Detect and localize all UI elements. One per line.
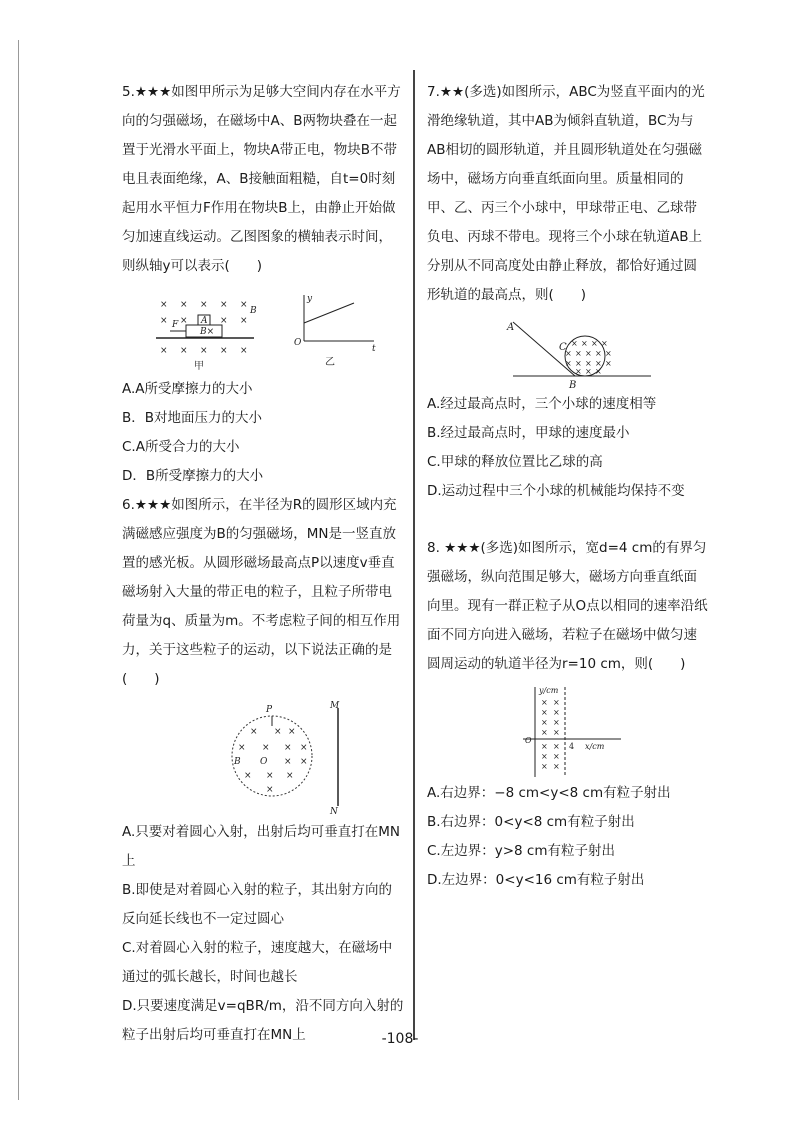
svg-text:×: × bbox=[160, 346, 168, 356]
q8-figure bbox=[513, 685, 623, 779]
svg-text:×: × bbox=[288, 727, 296, 737]
q5-stem: 5.★★★如图甲所示为足够大空间内存在水平方向的匀强磁场，在磁场中A、B两物块叠在一起置于光滑水平面上，物块A带正电，物块B不带电且表面绝缘，A、B接触面粗糙，自t=0时刻起用水平恒力F作用在物块B上，由静止开始做匀加速直线运动。乙图图象的横轴表示时间，则纵轴y可以表示( ) bbox=[122, 84, 401, 274]
q6-option-b: B.即使是对着圆心入射的粒子，其出射方向的反向延长线也不一定过圆心 bbox=[122, 882, 393, 927]
svg-text:B: B bbox=[234, 757, 241, 767]
svg-text:O: O bbox=[294, 338, 302, 348]
svg-text:×: × bbox=[300, 757, 308, 767]
svg-text:×: × bbox=[541, 742, 548, 751]
svg-text:O: O bbox=[525, 736, 532, 745]
q5-option-a: A.A所受摩擦力的大小 bbox=[122, 381, 253, 397]
q7-stem: 7.★★(多选)如图所示，ABC为竖直平面内的光滑绝缘轨道，其中AB为倾斜直轨道，BC为与AB相切的圆形轨道，并且圆形轨道处在匀强磁场中，磁场方向垂直纸面向里。质量相同的甲、乙、丙三个小球中，甲球带正电、乙球带负电、丙球不带电。现将三个小球在轨道AB上分别从不同高度处由静止释放，都恰好通过圆形轨道的最高点，则( ) bbox=[427, 84, 705, 303]
svg-text:×: × bbox=[541, 708, 548, 717]
svg-text:×: × bbox=[565, 349, 572, 358]
svg-text:t: t bbox=[372, 344, 376, 354]
svg-text:O: O bbox=[260, 757, 268, 767]
q7-option-a: A.经过最高点时，三个小球的速度相等 bbox=[427, 396, 657, 412]
svg-text:×: × bbox=[180, 316, 188, 326]
svg-text:×: × bbox=[605, 359, 612, 368]
svg-text:×: × bbox=[565, 359, 572, 368]
svg-text:×: × bbox=[220, 316, 228, 326]
q8-option-b: B.右边界：0<y<8 cm有粒子射出 bbox=[427, 814, 635, 830]
svg-text:×: × bbox=[553, 698, 560, 707]
q5-figure bbox=[142, 293, 382, 375]
svg-text:×: × bbox=[180, 300, 188, 310]
svg-text:×: × bbox=[220, 300, 228, 310]
fig-label-jia: 甲 bbox=[194, 361, 204, 372]
svg-text:×: × bbox=[595, 349, 602, 358]
svg-text:×: × bbox=[553, 742, 560, 751]
q8-option-d: D.左边界：0<y<16 cm有粒子射出 bbox=[427, 872, 645, 888]
svg-text:y/cm: y/cm bbox=[539, 686, 559, 695]
svg-text:×: × bbox=[266, 785, 274, 795]
svg-text:×: × bbox=[240, 300, 248, 310]
svg-text:×: × bbox=[541, 752, 548, 761]
q6-option-d: D.只要速度满足v=qBR/m，沿不同方向入射的粒子出射后均可垂直打在MN上 bbox=[122, 998, 404, 1043]
q5-fig-yi bbox=[294, 294, 376, 368]
svg-text:×: × bbox=[286, 771, 294, 781]
q5-option-c: C.A所受合力的大小 bbox=[122, 439, 240, 455]
svg-text:×: × bbox=[244, 771, 252, 781]
svg-text:×: × bbox=[591, 339, 598, 348]
svg-text:M: M bbox=[330, 701, 340, 711]
right-column bbox=[427, 78, 710, 895]
svg-text:×: × bbox=[571, 339, 578, 348]
fig-label-yi: 乙 bbox=[325, 357, 335, 368]
svg-text:F: F bbox=[172, 320, 179, 330]
q7-option-c: C.甲球的释放位置比乙球的高 bbox=[427, 454, 603, 470]
svg-text:×: × bbox=[160, 316, 168, 326]
svg-text:×: × bbox=[180, 346, 188, 356]
svg-text:×: × bbox=[575, 349, 582, 358]
q6-figure bbox=[222, 698, 362, 818]
q6-option-a: A.只要对着圆心入射，出射后均可垂直打在MN上 bbox=[122, 824, 401, 869]
svg-text:×: × bbox=[240, 316, 248, 326]
svg-text:B: B bbox=[569, 380, 577, 390]
column-divider bbox=[413, 70, 415, 1040]
q6-stem: 6.★★★如图所示，在半径为R的圆形区域内充满磁感应强度为B的匀强磁场，MN是一竖直放置的感光板。从圆形磁场最高点P以速度v垂直磁场射入大量的带正电的粒子，且粒子所带电荷量为q、质量为m。不考虑粒子间的相互作用力，关于这些粒子的运动，以下说法正确的是( ) bbox=[122, 497, 401, 687]
svg-text:N: N bbox=[330, 807, 338, 817]
svg-text:A: A bbox=[507, 322, 515, 333]
svg-text:×: × bbox=[541, 698, 548, 707]
svg-text:×: × bbox=[553, 762, 560, 771]
svg-text:y: y bbox=[307, 294, 313, 304]
svg-text:×: × bbox=[250, 727, 258, 737]
svg-text:×: × bbox=[200, 300, 208, 310]
svg-text:C: C bbox=[559, 342, 567, 353]
svg-text:×: × bbox=[274, 727, 282, 737]
svg-text:×: × bbox=[238, 743, 246, 753]
svg-text:×: × bbox=[160, 300, 168, 310]
svg-text:×: × bbox=[575, 359, 582, 368]
q5-fig-jia bbox=[156, 300, 257, 372]
svg-text:×: × bbox=[553, 718, 560, 727]
q7-option-d: D.运动过程中三个小球的机械能均保持不变 bbox=[427, 483, 685, 499]
svg-text:4: 4 bbox=[569, 742, 575, 751]
svg-text:×: × bbox=[595, 367, 602, 376]
svg-text:×: × bbox=[553, 708, 560, 717]
q5-option-d: D．B所受摩擦力的大小 bbox=[122, 468, 264, 484]
page-edge-line bbox=[18, 40, 19, 1100]
svg-text:×: × bbox=[605, 349, 612, 358]
svg-text:×: × bbox=[240, 346, 248, 356]
svg-text:A: A bbox=[201, 316, 208, 326]
svg-text:×: × bbox=[262, 743, 270, 753]
svg-text:×: × bbox=[266, 771, 274, 781]
svg-text:×: × bbox=[284, 757, 292, 767]
svg-text:×: × bbox=[581, 339, 588, 348]
q7-option-b: B.经过最高点时，甲球的速度最小 bbox=[427, 425, 630, 441]
q6-option-c: C.对着圆心入射的粒子，速度越大，在磁场中通过的弧长越长，时间也越长 bbox=[122, 940, 393, 985]
q8-option-a: A.右边界：−8 cm<y<8 cm有粒子射出 bbox=[427, 785, 671, 801]
svg-text:×: × bbox=[553, 728, 560, 737]
q7-figure bbox=[503, 318, 653, 390]
q5-option-b: B．B对地面压力的大小 bbox=[122, 410, 263, 426]
svg-text:×: × bbox=[595, 359, 602, 368]
svg-text:×: × bbox=[575, 367, 582, 376]
svg-text:P: P bbox=[266, 705, 273, 715]
svg-text:×: × bbox=[300, 743, 308, 753]
svg-text:x/cm: x/cm bbox=[585, 742, 605, 751]
svg-text:×: × bbox=[585, 367, 592, 376]
svg-text:×: × bbox=[284, 743, 292, 753]
svg-text:×: × bbox=[601, 339, 608, 348]
page-number: -108- bbox=[381, 1031, 419, 1047]
svg-text:×: × bbox=[585, 359, 592, 368]
svg-text:B: B bbox=[250, 306, 257, 316]
svg-text:×: × bbox=[553, 752, 560, 761]
q8-stem: 8. ★★★(多选)如图所示，宽d=4 cm的有界匀强磁场，纵向范围足够大，磁场方向垂直纸面向里。现有一群正粒子从O点以相同的速率沿纸面不同方向进入磁场，若粒子在磁场中做匀速圆周运动的轨道半径为r=10 cm，则( ) bbox=[427, 540, 708, 672]
q8-option-c: C.左边界：y>8 cm有粒子射出 bbox=[427, 843, 615, 859]
left-column bbox=[122, 78, 404, 1050]
svg-text:B×: B× bbox=[200, 327, 215, 337]
svg-text:×: × bbox=[541, 728, 548, 737]
svg-text:×: × bbox=[220, 346, 228, 356]
svg-text:×: × bbox=[541, 762, 548, 771]
svg-text:×: × bbox=[541, 718, 548, 727]
svg-text:×: × bbox=[200, 346, 208, 356]
svg-text:×: × bbox=[585, 349, 592, 358]
